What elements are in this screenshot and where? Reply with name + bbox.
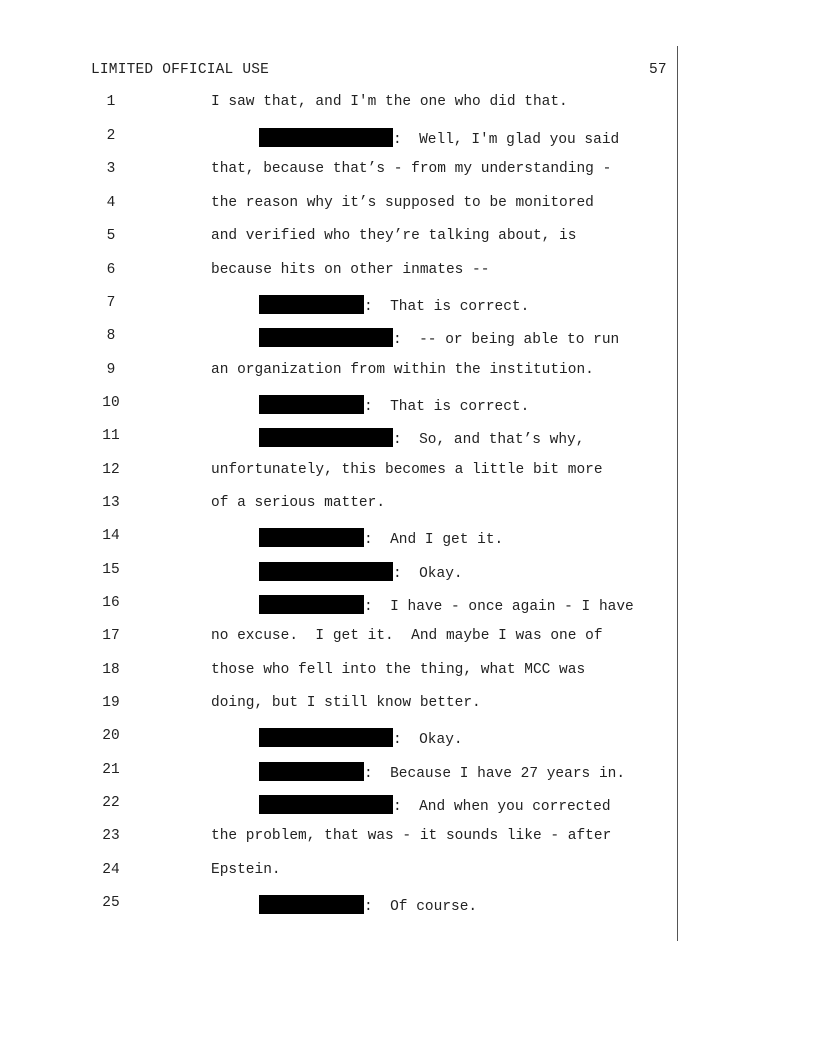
line-number: 16 [102, 595, 120, 611]
line-text: : That is correct. [364, 399, 530, 415]
line-number: 11 [102, 428, 120, 444]
line-text: and verified who they’re talking about, is [211, 228, 577, 244]
redaction-box [259, 528, 364, 547]
line-text: : So, and that’s why, [393, 432, 585, 448]
redaction-box [259, 795, 393, 814]
redaction-box [259, 428, 393, 447]
transcript-line [0, 462, 816, 484]
line-number: 14 [102, 528, 120, 544]
line-text: : Of course. [364, 899, 478, 915]
transcript-line [0, 795, 816, 817]
transcript-line [0, 628, 816, 650]
line-text: : And I get it. [364, 532, 504, 548]
line-text: : I have - once again - I have [364, 599, 634, 615]
line-number: 8 [106, 328, 116, 344]
line-text: : -- or being able to run [393, 332, 620, 348]
transcript-line [0, 195, 816, 217]
redaction-box [259, 728, 393, 747]
transcript-line [0, 828, 816, 850]
transcript-line [0, 895, 816, 917]
line-number: 23 [102, 828, 120, 844]
redaction-box [259, 562, 393, 581]
transcript-line [0, 262, 816, 284]
speaker-line [259, 128, 619, 148]
line-number: 13 [102, 495, 120, 511]
transcript-line [0, 228, 816, 250]
redaction-box [259, 762, 364, 781]
line-text: : Okay. [393, 566, 463, 582]
line-text: I saw that, and I'm the one who did that. [211, 94, 568, 110]
line-number: 1 [106, 94, 116, 110]
transcript-line [0, 428, 816, 450]
line-text: those who fell into the thing, what MCC was [211, 662, 586, 678]
line-text: the reason why it’s supposed to be monitored [211, 195, 594, 211]
speaker-line [259, 528, 503, 548]
redaction-box [259, 295, 364, 314]
line-number: 24 [102, 862, 120, 878]
transcript-line [0, 495, 816, 517]
transcript-line [0, 762, 816, 784]
speaker-line [259, 428, 584, 448]
line-text: unfortunately, this becomes a little bit more [211, 462, 603, 478]
line-text: because hits on other inmates -- [211, 262, 490, 278]
transcript-line [0, 695, 816, 717]
transcript-line [0, 295, 816, 317]
transcript-line [0, 728, 816, 750]
line-text: of a serious matter. [211, 495, 386, 511]
transcript-line [0, 595, 816, 617]
line-number: 19 [102, 695, 120, 711]
line-number: 3 [106, 161, 116, 177]
line-number: 12 [102, 462, 120, 478]
page-number: 57 [649, 62, 667, 78]
line-text: : And when you corrected [393, 799, 611, 815]
speaker-line [259, 895, 477, 915]
line-number: 20 [102, 728, 120, 744]
line-number: 2 [106, 128, 116, 144]
transcript-line [0, 562, 816, 584]
line-text: the problem, that was - it sounds like - after [211, 828, 612, 844]
redaction-box [259, 395, 364, 414]
classification-header: LIMITED OFFICIAL USE [91, 62, 270, 78]
line-text: : That is correct. [364, 299, 530, 315]
transcript-line [0, 862, 816, 884]
line-text: that, because that’s - from my understanding - [211, 161, 612, 177]
redaction-box [259, 328, 393, 347]
line-text: doing, but I still know better. [211, 695, 481, 711]
line-number: 17 [102, 628, 120, 644]
transcript-line [0, 395, 816, 417]
transcript-line [0, 161, 816, 183]
line-number: 22 [102, 795, 120, 811]
line-number: 4 [106, 195, 116, 211]
transcript-line [0, 662, 816, 684]
line-number: 5 [106, 228, 116, 244]
transcript-line [0, 128, 816, 150]
line-text: an organization from within the institution. [211, 362, 594, 378]
redaction-box [259, 595, 364, 614]
transcript-line [0, 328, 816, 350]
line-number: 6 [106, 262, 116, 278]
line-text: Epstein. [211, 862, 281, 878]
redaction-box [259, 128, 393, 147]
speaker-line [259, 295, 529, 315]
speaker-line [259, 562, 463, 582]
speaker-line [259, 762, 625, 782]
line-number: 9 [106, 362, 116, 378]
redaction-box [259, 895, 364, 914]
speaker-line [259, 328, 619, 348]
transcript-line [0, 94, 816, 116]
speaker-line [259, 595, 634, 615]
line-number: 15 [102, 562, 120, 578]
transcript-line [0, 528, 816, 550]
line-number: 18 [102, 662, 120, 678]
line-text: : Because I have 27 years in. [364, 766, 626, 782]
line-text: : Okay. [393, 732, 463, 748]
line-text: no excuse. I get it. And maybe I was one of [211, 628, 603, 644]
line-number: 25 [102, 895, 120, 911]
speaker-line [259, 728, 463, 748]
line-text: : Well, I'm glad you said [393, 132, 620, 148]
line-number: 7 [106, 295, 116, 311]
speaker-line [259, 395, 529, 415]
line-number: 21 [102, 762, 120, 778]
transcript-line [0, 362, 816, 384]
line-number: 10 [102, 395, 120, 411]
speaker-line [259, 795, 611, 815]
